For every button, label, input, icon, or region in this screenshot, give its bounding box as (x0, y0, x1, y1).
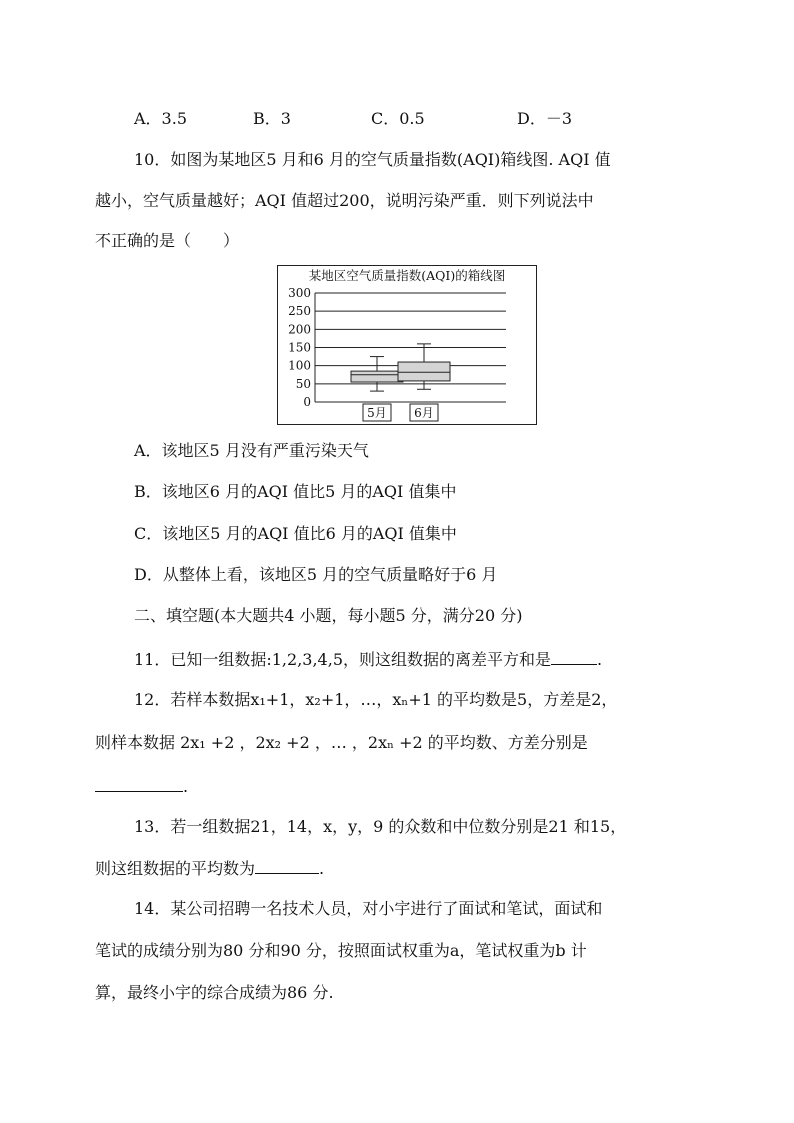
q13-line-2 (95, 857, 324, 879)
y-tick-label-200: 200 (288, 322, 311, 337)
q9-option-d: D．－3 (517, 109, 573, 128)
box-1-iqr-box (351, 371, 403, 382)
q11-answer-blank[interactable] (551, 648, 597, 665)
q14-line-1: 14．某公司招聘一名技术人员，对小宇进行了面试和笔试，面试和 (134, 899, 603, 918)
q10-line-1: 10．如图为某地区5 月和6 月的空气质量指数(AQI)箱线图. AQI 值 (134, 150, 611, 169)
box-1-category-label: 5月 (367, 406, 387, 420)
y-tick-label-50: 50 (295, 376, 311, 391)
q12-end: . (183, 777, 189, 796)
q9-option-b: B．3 (253, 109, 291, 128)
q12-line-2: 则样本数据 2x₁ +2 ，2x₂ +2 ，… ，2xₙ +2 的平均数、方差分别是 (95, 733, 588, 752)
q14-line-2: 笔试的成绩分别为80 分和90 分，按照面试权重为a，笔试权重为b 计 (95, 941, 587, 960)
q11-text: 11．已知一组数据:1,2,3,4,5，则这组数据的离差平方和是 (134, 650, 551, 669)
q13-text: 则这组数据的平均数为 (95, 859, 256, 878)
q12-line-1: 12．若样本数据x₁+1，x₂+1，…，xₙ+1 的平均数是5，方差是2， (134, 690, 618, 709)
box-2-iqr-box (398, 362, 450, 381)
q13-end: . (319, 859, 325, 878)
q10-option-d: D．从整体上看，该地区5 月的空气质量略好于6 月 (134, 565, 498, 584)
box-2-category-label: 6月 (414, 406, 434, 420)
q12-answer-blank[interactable] (95, 775, 183, 792)
q12-line-3 (95, 775, 188, 797)
q10-option-b: B．该地区6 月的AQI 值比5 月的AQI 值集中 (134, 482, 457, 501)
chart-frame (278, 266, 537, 425)
q11-line (134, 648, 602, 670)
q11-end: . (597, 650, 603, 669)
q13-line-1: 13．若一组数据21，14，x，y，9 的众数和中位数分别是21 和15， (134, 817, 627, 836)
q10-option-c: C．该地区5 月的AQI 值比6 月的AQI 值集中 (134, 524, 457, 543)
q9-option-c: C．0.5 (371, 109, 425, 128)
q10-option-a: A．该地区5 月没有严重污染天气 (134, 441, 369, 460)
q9-option-a: A．3.5 (134, 109, 188, 128)
q14-line-3: 算，最终小宇的综合成绩为86 分. (95, 983, 334, 1002)
q10-line-2: 越小，空气质量越好；AQI 值超过200，说明污染严重．则下列说法中 (95, 191, 594, 210)
q10-line-3: 不正确的是（ ） (95, 231, 240, 250)
y-tick-label-250: 250 (288, 304, 311, 319)
y-tick-label-150: 150 (288, 340, 311, 355)
aqi-boxplot-chart (277, 265, 537, 425)
chart-title: 某地区空气质量指数(AQI)的箱线图 (308, 268, 506, 283)
y-tick-label-100: 100 (288, 358, 311, 373)
q13-answer-blank[interactable] (255, 857, 319, 874)
section-2-heading: 二、填空题(本大题共4 小题，每小题5 分，满分20 分) (134, 606, 523, 625)
y-tick-label-300: 300 (288, 286, 311, 300)
y-tick-label-0: 0 (303, 395, 311, 409)
